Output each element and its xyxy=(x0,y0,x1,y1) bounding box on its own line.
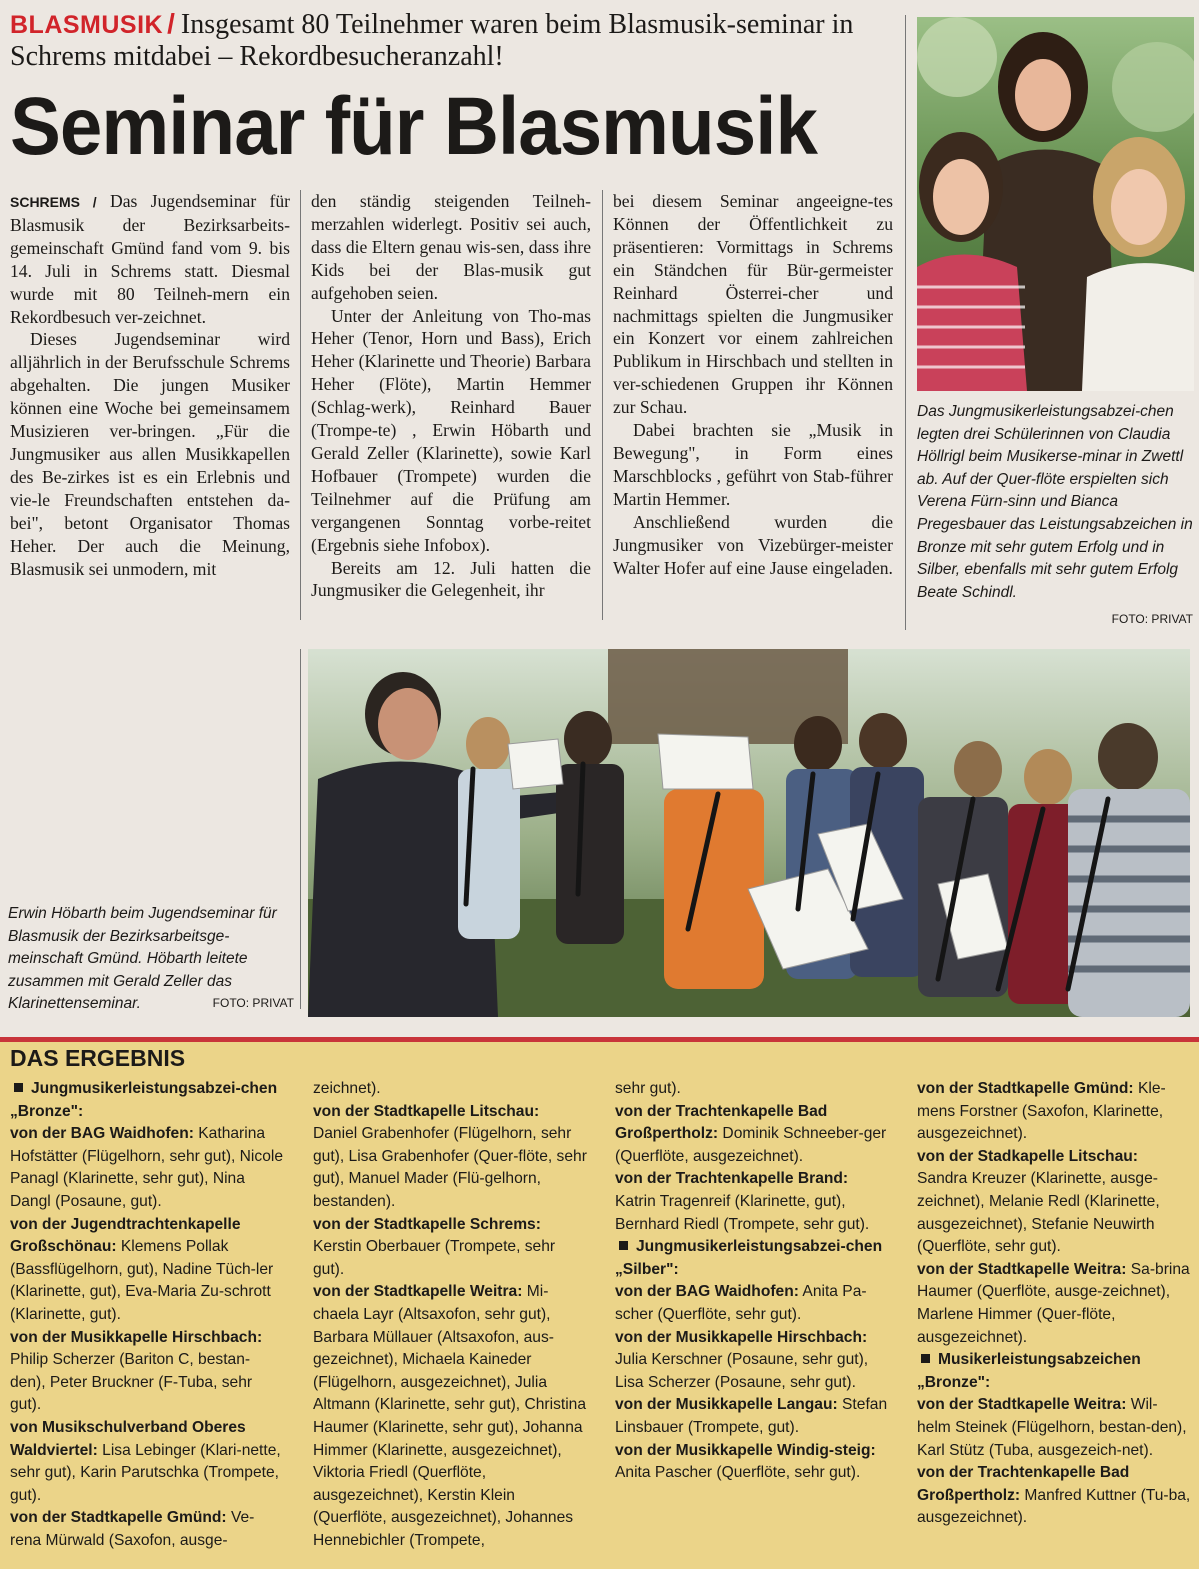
result-entry-heading: von der Stadtkapelle Weitra: xyxy=(313,1283,523,1301)
result-entry-heading: von der Stadkapelle Litschau: xyxy=(917,1147,1138,1165)
bullet-square-icon xyxy=(921,1354,930,1363)
article-paragraph: bei diesem Seminar angeeigne-tes Können der Öffentlichkeit zu präsentieren: Vormittags in Schrems ein Ständchen für Bür-germeister Reinhard Österrei-cher und nachmittags spielten die Jungmusiker ein Konzert vor einem zahlreichen Publikum in Hirschbach und stellten in ver-schiedenen Gruppen ihr Können zur Schau. xyxy=(613,191,893,418)
article-paragraph: Bereits am 12. Juli hatten die Jungmusiker die Gelegenheit, ihr xyxy=(311,557,591,601)
result-entry-heading: von Musikschulverband Oberes Waldviertel: xyxy=(10,1418,246,1459)
rubric-slash: / xyxy=(167,8,175,39)
article-paragraph: Anschließend wurden die Jungmusiker von Vizebürger-meister Walter Hofer auf eine Jause eingeladen. xyxy=(613,511,893,578)
result-column-2 xyxy=(313,1078,587,1552)
result-entry xyxy=(615,1236,889,1281)
result-entry-heading: Jungmusikerleistungsabzei-chen „Bronze": xyxy=(10,1080,278,1120)
result-entry xyxy=(615,1440,889,1485)
kicker-line xyxy=(10,8,890,73)
section-rubric: BLASMUSIK xyxy=(10,11,164,39)
result-entry-text: zeichnet). xyxy=(313,1080,381,1097)
column-divider xyxy=(905,15,906,630)
result-column-3 xyxy=(615,1078,889,1485)
result-entry-heading: Musikerleistungsabzeichen „Bronze": xyxy=(917,1351,1141,1391)
photo-credit: FOTO: PRIVAT xyxy=(212,996,294,1010)
result-entry-text: Kle-mens Forstner (Saxofon, Klarinette, ausgezeichnet). xyxy=(917,1080,1166,1143)
result-infobox-rule xyxy=(0,1037,1199,1042)
result-entry xyxy=(917,1394,1191,1462)
result-entry xyxy=(10,1078,284,1123)
article-paragraph: Unter der Anleitung von Tho-mas Heher (Tenor, Horn und Bass), Erich Heher (Klarinette und Theorie) Barbara Heher (Flöte), Martin Hemmer (Schlag-werk), Reinhard Bauer (Trompe-te) , Erwin Höbarth und Gerald Zeller (Klarinette), sowie Karl Hofbauer (Trompete) wurden die Teilnehmer auf die Prüfung am vergangenen Sonntag vorbe-reitet (Ergebnis siehe Infobox). xyxy=(311,305,591,555)
result-entry xyxy=(615,1168,889,1236)
result-entry xyxy=(615,1078,889,1101)
result-column-4 xyxy=(917,1078,1191,1530)
photo-credit: FOTO: PRIVAT xyxy=(1111,612,1193,626)
result-entry-heading: von der Musikkapelle Hirschbach: xyxy=(10,1328,263,1346)
result-entry xyxy=(615,1394,889,1439)
result-entry-heading: von der Trachtenkapelle Bad Großpertholz: xyxy=(615,1102,828,1143)
result-entry xyxy=(615,1327,889,1395)
result-entry-text: Julia Kerschner (Posaune, sehr gut), Lisa Scherzer (Posaune, sehr gut). xyxy=(615,1351,869,1391)
article-column-3 xyxy=(613,190,893,579)
result-entry-heading: von der Musikkapelle Windig-steig: xyxy=(615,1441,876,1459)
article-paragraph: Das Jugendseminar für Blasmusik der Bezirksarbeits-gemeinschaft Gmünd fand vom 9. bis 14. Juli in Schrems statt. Diesmal wurde mit 80 Teilneh-mern ein Rekordbesuch ver-zeichnet. xyxy=(10,191,290,327)
result-entry-text: Manfred Kuttner (Tu-ba, ausgezeichnet). xyxy=(917,1486,1191,1527)
result-entry xyxy=(10,1417,284,1507)
column-divider xyxy=(300,190,301,620)
result-entry-heading: Jungmusikerleistungsabzei-chen „Silber": xyxy=(615,1238,883,1278)
result-entry xyxy=(313,1078,587,1101)
result-entry-heading: von der Stadtkapelle Gmünd: xyxy=(10,1509,227,1527)
result-entry xyxy=(313,1281,587,1552)
result-entry-heading: von der Stadtkapelle Schrems: xyxy=(313,1215,541,1233)
result-column-1 xyxy=(10,1078,284,1552)
column-divider xyxy=(300,649,301,1009)
result-entry xyxy=(917,1259,1191,1349)
photo-band-rehearsal xyxy=(308,649,1190,1017)
result-entry-heading: von der Stadtkapelle Weitra: xyxy=(917,1260,1127,1278)
headline: Seminar für Blasmusik xyxy=(10,81,817,172)
result-entry-text: Katharina Hofstätter (Flügelhorn, sehr gut), Nicole Panagl (Klarinette, sehr gut), Nina Dangl (Posaune, gut). xyxy=(10,1125,284,1210)
result-entry-text: Anita Pa-scher (Querflöte, sehr gut). xyxy=(615,1283,867,1323)
result-entry xyxy=(917,1462,1191,1530)
result-entry xyxy=(10,1507,284,1552)
result-entry xyxy=(313,1214,587,1282)
result-entry-heading: von der Musikkapelle Hirschbach: xyxy=(615,1328,868,1346)
dateline: SCHREMS / xyxy=(10,194,97,210)
result-entry-text: sehr gut). xyxy=(615,1080,681,1097)
column-divider xyxy=(602,190,603,620)
result-entry-text: Mi-chaela Layr (Altsaxofon, sehr gut), Barbara Müllauer (Altsaxofon, aus-gezeichnet), Michaela Kaineder (Flügelhorn, ausgezeichnet), Julia Altmann (Klarinette, sehr gut), Christina Haumer (Klarinette, sehr gut), Johanna Himmer (Klarinette, ausgezeichnet), Viktoria Friedl (Querflöte, ausgezeichnet), Kerstin Klein (Querflöte, ausgezeichnet), Johannes Hennebichler (Trompete, xyxy=(313,1283,587,1549)
photo-caption: Erwin Höbarth beim Jugendseminar für Blasmusik der Bezirksarbeitsge-meinschaft Gmünd. Höbarth leitete zusammen mit Gerald Zeller das Klarinettenseminar. xyxy=(8,905,277,1013)
result-entry-heading: von der Stadtkapelle Weitra: xyxy=(917,1396,1127,1414)
result-entry xyxy=(10,1214,284,1327)
result-entry-text: Sa-brina Haumer (Querflöte, ausge-zeichnet), Marlene Himmer (Quer-flöte, ausgezeichnet). xyxy=(917,1260,1190,1346)
result-entry-text: Ve-rena Mürwald (Saxofon, ausge- xyxy=(10,1509,255,1549)
result-entry xyxy=(615,1281,889,1326)
result-entry-heading: von der Trachtenkapelle Brand: xyxy=(615,1170,849,1188)
result-entry-text: Sandra Kreuzer (Klarinette, ausge-zeichnet), Melanie Redl (Klarinette, ausgezeichnet), Stefanie Neuwirth (Querflöte, sehr gut). xyxy=(917,1170,1160,1256)
result-entry-text: Kerstin Oberbauer (Trompete, sehr gut). xyxy=(313,1238,556,1278)
result-entry-text: Katrin Tragenreif (Klarinette, gut), Bernhard Riedl (Trompete, sehr gut). xyxy=(615,1192,870,1233)
result-title: DAS ERGEBNIS xyxy=(10,1045,186,1071)
result-entry xyxy=(615,1101,889,1169)
photo-three-girls xyxy=(917,17,1194,391)
result-entry xyxy=(917,1078,1191,1146)
result-entry-text: Lisa Lebinger (Klari-nette, sehr gut), Karin Parutschka (Trompete, gut). xyxy=(10,1441,281,1504)
article-paragraph: den ständig steigenden Teilneh-merzahlen widerlegt. Positiv sei auch, dass die Eltern genau wis-sen, dass ihre Kids bei der Blas-musik gut aufgehoben seien. xyxy=(311,191,591,303)
result-entry-text: Daniel Grabenhofer (Flügelhorn, sehr gut), Lisa Grabenhofer (Quer-flöte, sehr gut), Manuel Mader (Flü-gelhorn, bestanden). xyxy=(313,1125,587,1210)
result-entry-heading: von der BAG Waidhofen: xyxy=(615,1283,799,1301)
article-column-1 xyxy=(10,190,290,580)
bullet-square-icon xyxy=(14,1083,23,1092)
result-entry-text: Philip Scherzer (Bariton C, bestan-den), Peter Bruckner (F-Tuba, sehr gut). xyxy=(10,1351,253,1414)
result-entry-heading: von der BAG Waidhofen: xyxy=(10,1125,194,1143)
bullet-square-icon xyxy=(619,1241,628,1250)
result-entry-text: Wil-helm Steinek (Flügelhorn, bestan-den), Karl Stütz (Tuba, ausgezeich-net). xyxy=(917,1396,1187,1459)
photo-caption: Das Jungmusikerleistungsabzei-chen legten drei Schülerinnen von Claudia Höllrigl beim Musikerse-minar in Zwettl ab. Auf der Quer-flöte erspielten sich Verena Fürn-sinn und Bianca Pregesbauer das Leistungsabzeichen in Bronze mit sehr gutem Erfolg und in Silber, ebenfalls mit sehr gutem Erfolg Beate Schindl. xyxy=(917,403,1193,601)
result-entry xyxy=(313,1101,587,1214)
result-entry-text: Dominik Schneeber-ger (Querflöte, ausgezeichnet). xyxy=(615,1125,887,1165)
result-entry-text: Klemens Pollak (Bassflügelhorn, gut), Nadine Tüch-ler (Klarinette, gut), Eva-Maria Zu-schrott (Klarinette, gut). xyxy=(10,1238,274,1323)
result-entry-heading: von der Trachtenkapelle Bad Großpertholz: xyxy=(917,1464,1130,1504)
article-paragraph: Dieses Jugendseminar wird alljährlich in der Berufsschule Schrems abgehalten. Die jungen Musiker können eine Woche bei gemeinsamem Musizieren ver-bringen. „Für die Jungmusiker aus allen Musikkapellen des Be-zirkes ist es ein Erlebnis und vie-le Freundschaften entstehen da-bei", betont Organisator Thomas Heher. Der auch die Meinung, Blasmusik sei unmodern, mit xyxy=(10,329,290,579)
result-entry-heading: von der Stadtkapelle Gmünd: xyxy=(917,1080,1134,1097)
result-entry xyxy=(10,1327,284,1417)
article-paragraph: Dabei brachten sie „Musik in Bewegung", in Form eines Marschblocks , geführt von Stab-führer Martin Hemmer. xyxy=(613,420,893,509)
result-entry-heading: von der Jugendtrachtenkapelle Großschönau: xyxy=(10,1215,241,1256)
result-entry xyxy=(917,1349,1191,1394)
kicker-text: Insgesamt 80 Teilnehmer waren beim Blasmusik-seminar in Schrems mitdabei – Rekordbesucheranzahl! xyxy=(10,9,854,72)
result-entry-text: Anita Pascher (Querflöte, sehr gut). xyxy=(615,1464,861,1482)
result-entry-text: Stefan Linsbauer (Trompete, gut). xyxy=(615,1396,888,1436)
result-entry-heading: von der Stadtkapelle Litschau: xyxy=(313,1102,540,1120)
result-entry xyxy=(10,1123,284,1213)
article-column-2 xyxy=(311,190,591,602)
result-entry-heading: von der Musikkapelle Langau: xyxy=(615,1396,838,1414)
result-entry xyxy=(917,1146,1191,1259)
